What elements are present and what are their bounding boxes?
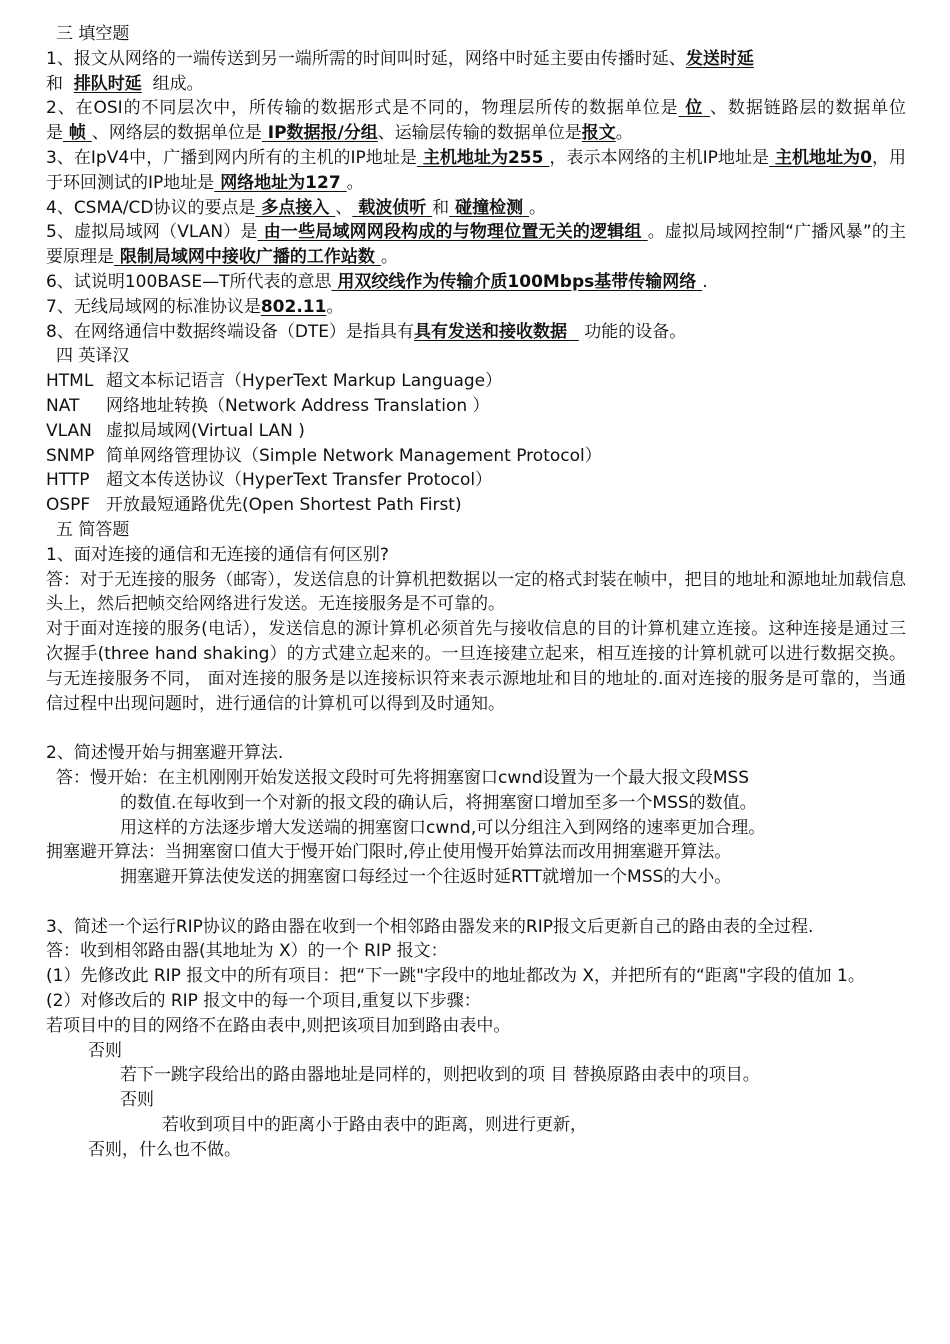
question-5: 5、虚拟局域网（VLAN）是 由一些局域网网段构成的与物理位置无关的逻辑组 。虚拟局域网控制“广播风暴”的主要原理是 限制局域网中接收广播的工作站数 。: [46, 222, 907, 268]
term-abbr: NAT: [46, 395, 80, 416]
term-desc: 虚拟局域网(Virtual LAN ): [106, 420, 305, 441]
question-text: 6、试说明100BASE—T所代表的意思: [46, 271, 332, 292]
answer-line: 答：慢开始：在主机刚刚开始发送报文段时可先将拥塞窗口cwnd设置为一个最大报文段MSS: [56, 767, 750, 788]
term-row: [46, 394, 906, 419]
section-title-fill-in: 三 填空题: [56, 24, 130, 44]
question-2: 2、在OSI的不同层次中，所传输的数据形式是不同的，物理层所传的数据单位是 位 、数据链路层的数据单位是 帧 、网络层的数据单位是 IP数据报/分组、运输层传输的数据单位是报文。: [46, 98, 907, 144]
term-desc: 网络地址转换（Network Address Translation ）: [106, 395, 490, 416]
answer-blank: 802.11: [260, 296, 327, 317]
question-text: ，用于环回测试的IP地址是: [46, 147, 907, 193]
answer-line: 用这样的方法逐步增大发送端的拥塞窗口cwnd,可以分组注入到网络的速率更加合理。: [120, 817, 766, 838]
question-text: 、网络层的数据单位是: [91, 123, 262, 144]
short-question-3: 3、简述一个运行RIP协议的路由器在收到一个相邻路由器发来的RIP报文后更新自己的路由表的全过程.: [46, 916, 814, 937]
term-row: [46, 444, 906, 469]
question-text: 1、报文从网络的一端传送到另一端所需的时间叫时延，网络中时延主要由传播时延、: [46, 48, 686, 69]
answer-line: 的数值.在每收到一个对新的报文段的确认后，将拥塞窗口增加至多一个MSS的数值。: [120, 792, 757, 813]
answer-line: 否则，什么也不做。: [88, 1139, 241, 1160]
short-question-1: 1、面对连接的通信和无连接的通信有何区别?: [46, 544, 389, 565]
spacer: [46, 890, 906, 915]
question-text: 8、在网络通信中数据终端设备（DTE）是指具有: [46, 321, 415, 342]
term-desc: 简单网络管理协议（Simple Network Management Protocol）: [106, 445, 602, 466]
answer-blank: 碰撞检测: [455, 197, 524, 218]
short-question-2: 2、简述慢开始与拥塞避开算法.: [46, 743, 284, 764]
question-7: 7、无线局域网的标准协议是802.11。: [46, 296, 344, 317]
answer-line: 答：收到相邻路由器(其地址为 X）的一个 RIP 报文：: [46, 941, 448, 962]
answer-blank: 多点接入: [261, 197, 330, 218]
question-text: 和: [46, 73, 63, 94]
answer-blank: 主机地址为255: [422, 147, 544, 168]
answer-line: (1）先修改此 RIP 报文中的所有项目：把“下一跳"字段中的地址都改为 X，并把所有的“距离"字段的值加 1。: [46, 966, 865, 987]
question-6: 6、试说明100BASE—T所代表的意思 用双绞线作为传输介质100Mbps基带传输网络 .: [46, 271, 708, 292]
term-abbr: HTTP: [46, 470, 90, 491]
answer-paragraph: 答：对于无连接的服务（邮寄），发送信息的计算机把数据以一定的格式封装在帧中，把目的地址和源地址加载信息头上，然后把帧交给网络进行发送。无连接服务是不可靠的。: [46, 569, 906, 615]
section-title-translation: 四 英译汉: [56, 346, 130, 367]
answer-blank: 网络地址为127: [220, 172, 341, 193]
term-abbr: VLAN: [46, 420, 92, 441]
term-abbr: HTML: [46, 371, 94, 392]
term-abbr: SNMP: [46, 445, 95, 466]
term-row: [46, 369, 906, 394]
answer-blank: 用双绞线作为传输介质100Mbps基带传输网络: [337, 271, 697, 292]
answer-blank: 限制局域网中接收广播的工作站数: [119, 247, 375, 268]
question-text: 3、在IpV4中，广播到网内所有的主机的IP地址是: [46, 147, 417, 168]
answer-blank: 载波侦听: [358, 197, 427, 218]
answer-paragraph: 对于面对连接的服务(电话），发送信息的源计算机必须首先与接收信息的目的计算机建立连接。这种连接是通过三次握手(three hand shaking）的方式建立起来的。一旦连接建立起来，相互连接的计算机就可以进行数据交换。与无连接服务不同， 面对连接的服务是以连接标识符来表示源地址和目的地址的.面对连接的服务是可靠的，当通信过程中出现问题时，进行通信的计算机可以得到及时通知。: [46, 619, 906, 714]
spacer: [46, 716, 906, 741]
answer-line: 若收到项目中的距离小于路由表中的距离，则进行更新，: [162, 1115, 587, 1136]
term-desc: 开放最短通路优先(Open Shortest Path First): [106, 495, 462, 516]
question-text: ，表示本网络的主机IP地址是: [549, 147, 770, 168]
term-row: [46, 468, 906, 493]
answer-blank: 位: [685, 98, 704, 119]
answer-blank: 帧: [68, 123, 86, 144]
question-text: 7、无线局域网的标准协议是: [46, 296, 261, 317]
question-text: 2、在OSI的不同层次中，所传输的数据形式是不同的，物理层所传的数据单位是: [46, 98, 679, 119]
answer-line: (2）对修改后的 RIP 报文中的每一个项目,重复以下步骤：: [46, 991, 481, 1012]
question-text: 4、CSMA/CD协议的要点是: [46, 197, 256, 218]
term-abbr: OSPF: [46, 495, 91, 516]
answer-line: 拥塞避开算法：当拥塞窗口值大于慢开始门限时,停止使用慢开始算法而改用拥塞避开算法。: [46, 842, 732, 863]
term-row: [46, 493, 906, 518]
question-text: 组成。: [152, 73, 204, 94]
term-desc: 超文本标记语言（HyperText Markup Language）: [106, 371, 503, 392]
answer-blank: 报文: [581, 123, 616, 144]
question-8: 8、在网络通信中数据终端设备（DTE）是指具有具有发送和接收数据 功能的设备。: [46, 321, 687, 342]
section-title-short-answer: 五 简答题: [56, 519, 130, 540]
answer-line: 若项目中的目的网络不在路由表中,则把该项目加到路由表中。: [46, 1015, 511, 1036]
question-text: 5、虚拟局域网（VLAN）是: [46, 222, 258, 243]
question-3: 3、在IpV4中，广播到网内所有的主机的IP地址是 主机地址为255 ，表示本网络的主机IP地址是 主机地址为0，用于环回测试的IP地址是 网络地址为127 。: [46, 147, 907, 193]
question-1: [46, 47, 906, 97]
term-desc: 超文本传送协议（HyperText Transfer Protocol）: [106, 470, 493, 491]
term-row: [46, 419, 906, 444]
answer-line: 若下一跳字段给出的路由器地址是同样的，则把收到的项 目 替换原路由表中的项目。: [120, 1065, 760, 1086]
question-text: 。虚拟局域网控制“广播风暴”的主要原理是: [46, 222, 907, 268]
answer-blank: 由一些局域网网段构成的与物理位置无关的逻辑组: [263, 222, 642, 243]
answer-blank: 发送时延: [685, 48, 754, 69]
answer-line: 否则: [120, 1090, 154, 1111]
answer-line: 拥塞避开算法使发送的拥塞窗口每经过一个往返时延RTT就增加一个MSS的大小。: [120, 867, 732, 888]
answer-blank: 排队时延: [73, 73, 142, 94]
question-text: 、数据链路层的数据单位是: [46, 98, 907, 144]
answer-blank: 主机地址为0: [774, 147, 872, 168]
answer-line: 否则: [88, 1040, 122, 1061]
question-text: 、运输层传输的数据单位是: [377, 123, 582, 144]
answer-blank: 具有发送和接收数据: [414, 321, 568, 342]
answer-blank: IP数据报/分组: [267, 123, 378, 144]
question-4: 4、CSMA/CD协议的要点是 多点接入 、 载波侦听 和 碰撞检测 。: [46, 197, 546, 218]
